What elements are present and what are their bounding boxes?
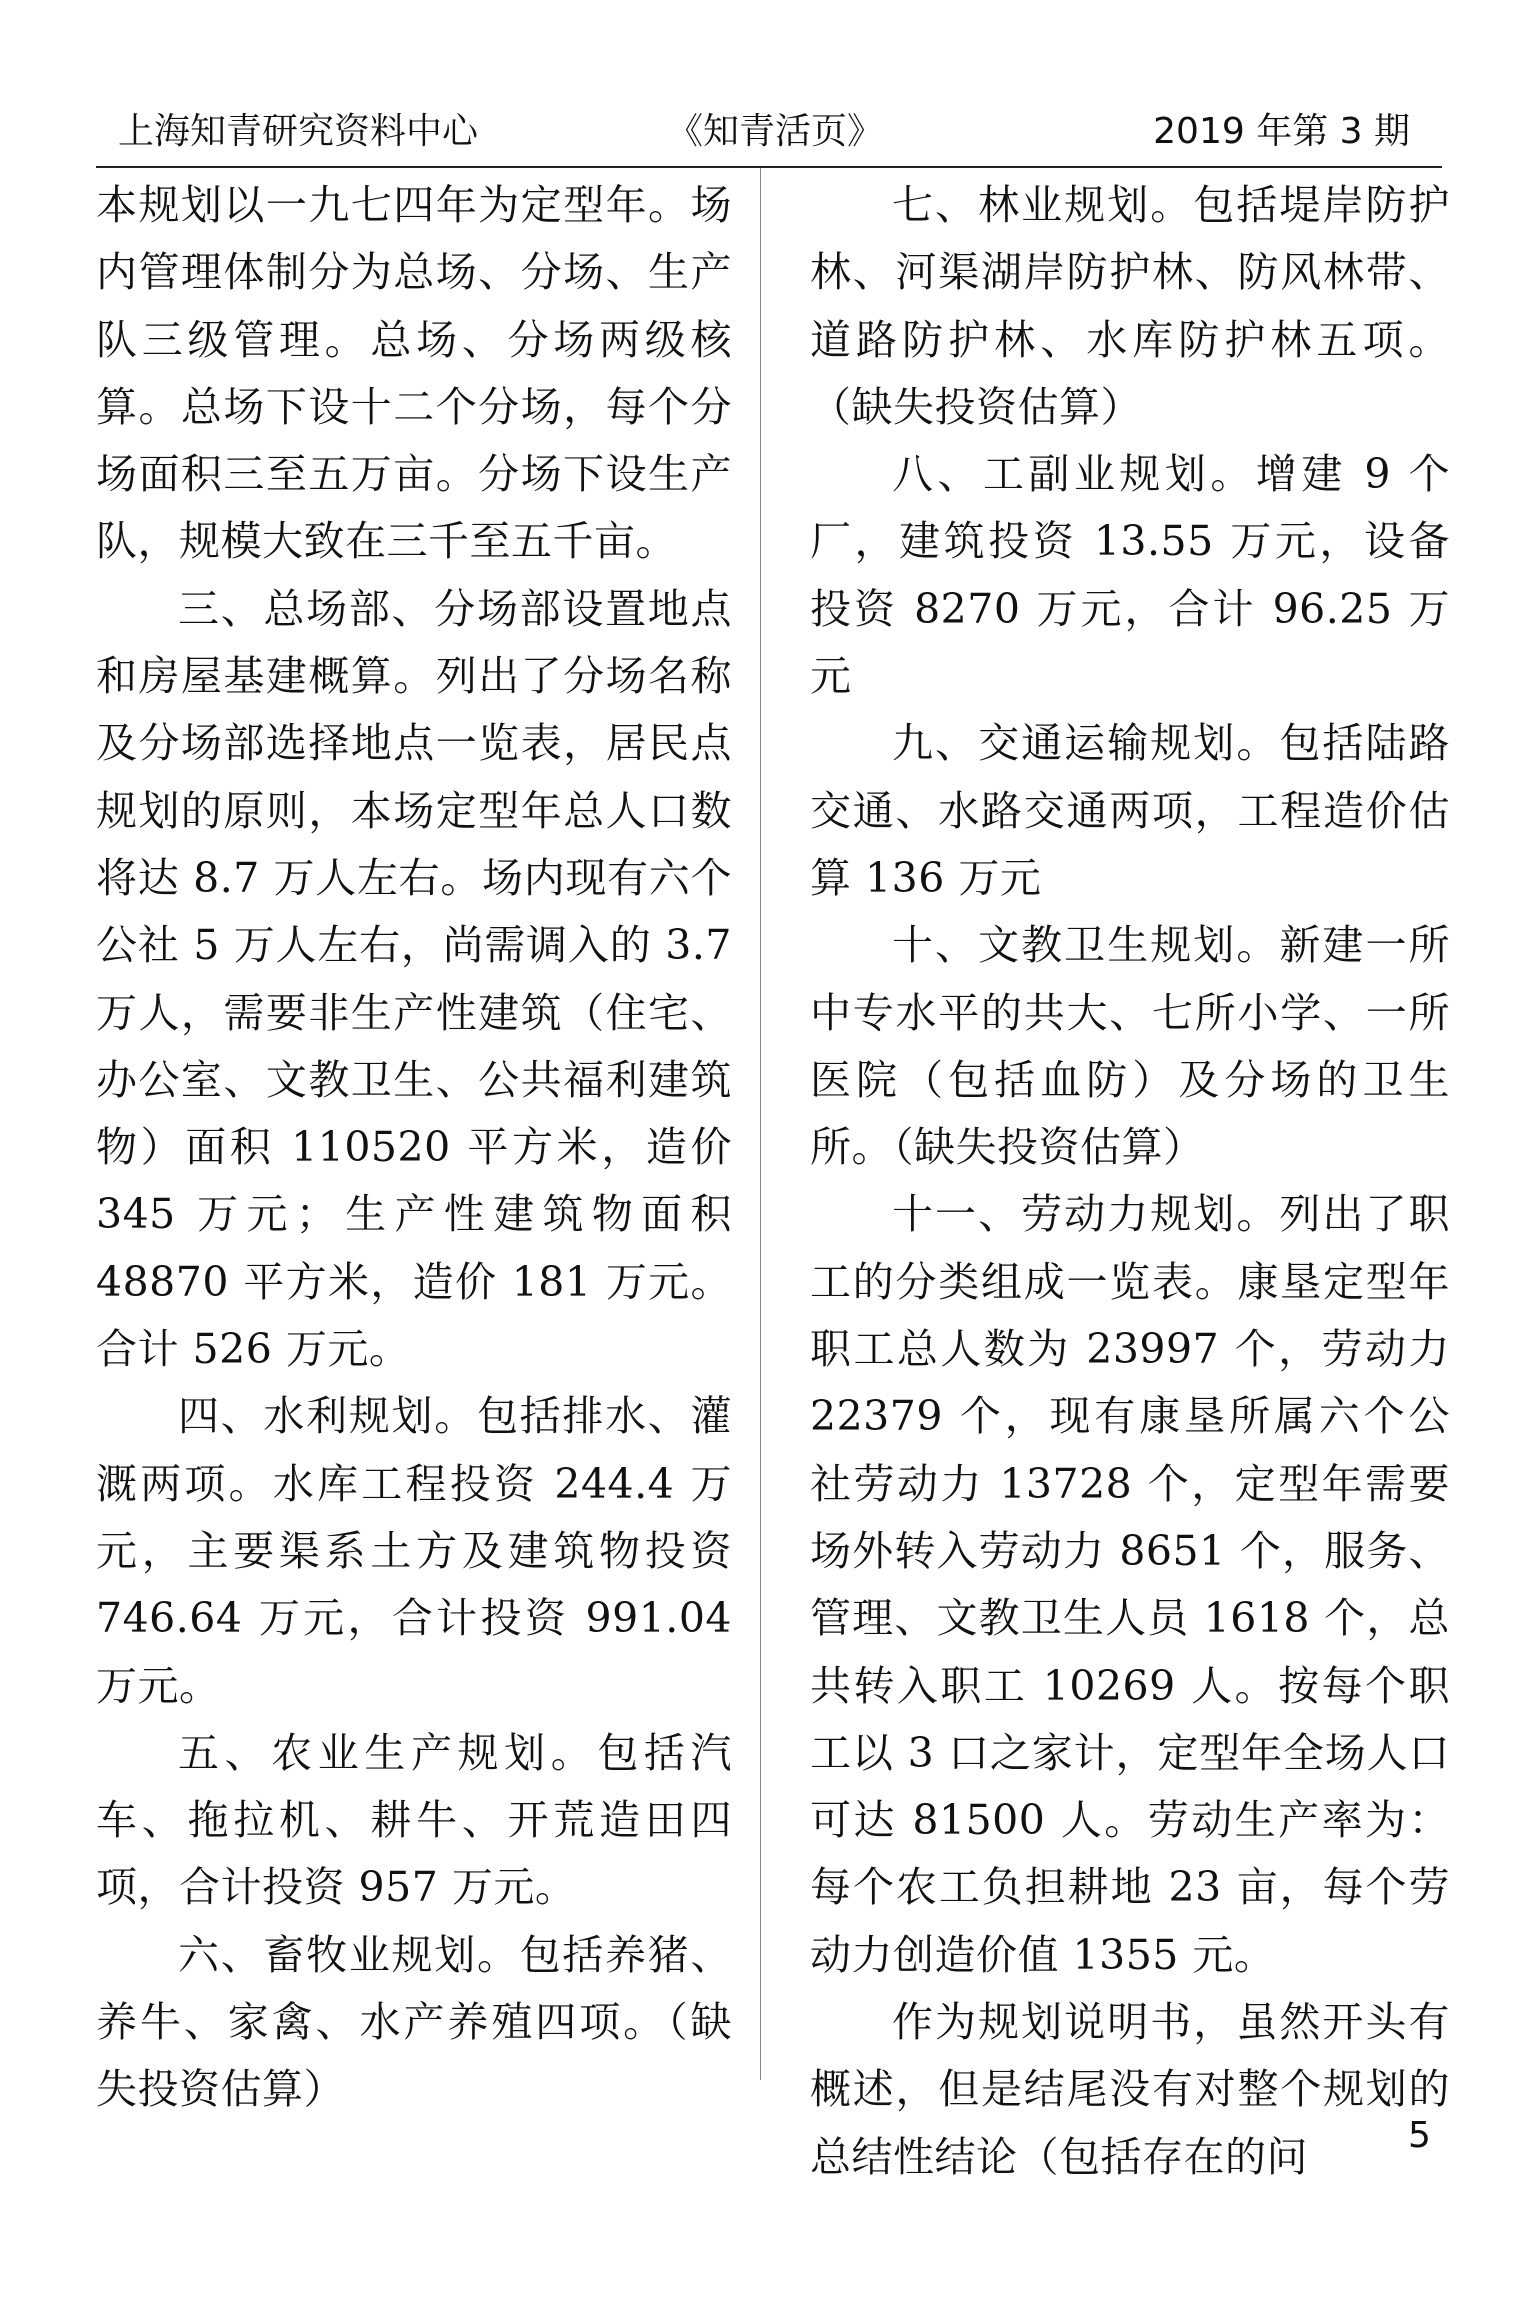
paragraph: 七、林业规划。包括堤岸防护林、河渠湖岸防护林、防风林带、道路防护林、水库防护林五项。（缺失投资估算） bbox=[810, 181, 1450, 431]
header-divider bbox=[96, 166, 1442, 168]
header-publication-title: 《知青活页》 bbox=[666, 111, 883, 152]
paragraph: 四、水利规划。包括排水、灌溉两项。水库工程投资 244.4 万元，主要渠系土方及建筑物投资 746.64 万元，合计投资 991.04 万元。 bbox=[96, 1392, 732, 1710]
paragraph: 十一、劳动力规划。列出了职工的分类组成一览表。康垦定型年职工总人数为 23997 个，劳动力 22379 个，现有康垦所属六个公社劳动力 13728 个，定型年需要场外转入劳动力 8651 个，服务、管理、文教卫生人员 1618 个，总共转入职工 10269 人。按每个职工以 3 口之家计，定型年全场人口可达 81500 人。劳动生产率为：每个农工负担耕地 23 亩，每个劳动力创造价值 1355 元。 bbox=[810, 1190, 1450, 1979]
paragraph: 九、交通运输规划。包括陆路交通、水路交通两项，工程造价估算 136 万元 bbox=[810, 719, 1450, 902]
paragraph: 五、农业生产规划。包括汽车、拖拉机、耕牛、开荒造田四项，合计投资 957 万元。 bbox=[96, 1728, 732, 1912]
header-publisher: 上海知青研究资料中心 bbox=[118, 111, 479, 152]
running-header bbox=[110, 104, 1440, 160]
paragraph: 本规划以一九七四年为定型年。场内管理体制分为总场、分场、生产队三级管理。总场、分场两级核算。总场下设十二个分场，每个分场面积三至五万亩。分场下设生产队，规模大致在三千至五千亩。 bbox=[96, 181, 732, 566]
right-column bbox=[810, 172, 1450, 2191]
paragraph: 八、工副业规划。增建 9 个厂，建筑投资 13.55 万元，设备投资 8270 万元，合计 96.25 万元 bbox=[810, 450, 1450, 701]
paragraph: 十、文教卫生规划。新建一所中专水平的共大、七所小学、一所医院（包括血防）及分场的卫生所。（缺失投资估算） bbox=[810, 921, 1450, 1172]
page-number: 5 bbox=[1408, 2115, 1431, 2156]
column-divider bbox=[760, 168, 761, 2080]
left-column bbox=[96, 172, 732, 2124]
paragraph: 六、畜牧业规划。包括养猪、养牛、家禽、水产养殖四项。（缺失投资估算） bbox=[96, 1930, 732, 2114]
paragraph: 三、总场部、分场部设置地点和房屋基建概算。列出了分场名称及分场部选择地点一览表，居民点规划的原则，本场定型年总人口数将达 8.7 万人左右。场内现有六个公社 5 万人左右，尚需调入的 3.7 万人，需要非生产性建筑（住宅、办公室、文教卫生、公共福利建筑物）面积 110520 平方米，造价 345 万元；生产性建筑物面积 48870 平方米，造价 181 万元。合计 526 万元。 bbox=[96, 584, 732, 1374]
paragraph: 作为规划说明书，虽然开头有概述，但是结尾没有对整个规划的总结性结论（包括存在的问 bbox=[810, 1998, 1450, 2181]
header-issue: 2019 年第 3 期 bbox=[1153, 111, 1410, 152]
